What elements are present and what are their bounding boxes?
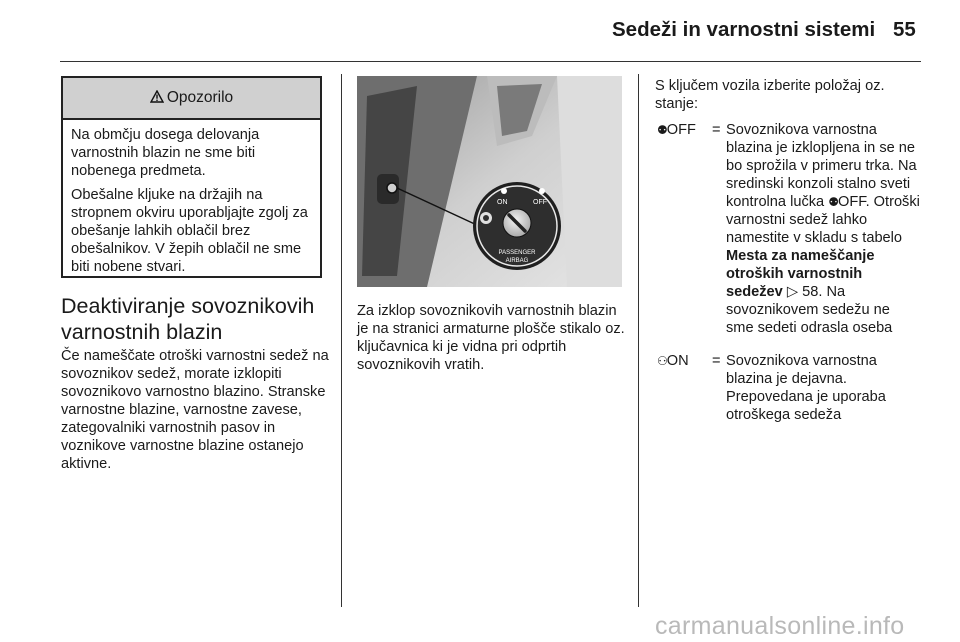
- page-ref-arrow-icon: ▷: [786, 284, 799, 300]
- page-reference: 58.: [802, 284, 823, 300]
- warning-paragraph-1: Na obmčju dosega delovanja varnostnih blazin ne sme biti nobenega predmeta.: [71, 127, 260, 179]
- definition-off-equals: =: [712, 122, 721, 138]
- header-rule: [60, 61, 921, 62]
- switch-label-airbag: AIRBAG: [505, 258, 529, 264]
- definition-on-equals: =: [712, 353, 721, 369]
- warning-triangle-icon: [150, 90, 164, 107]
- child-seat-off-inline-icon: ⚉: [828, 195, 838, 209]
- running-header-title: Sedeži in varnostni sistemi: [612, 18, 876, 41]
- switch-label-passenger: PASSENGER: [498, 250, 536, 256]
- definition-on: [655, 352, 925, 432]
- definition-off-description: Sovoznikova varnostna blazina je izklopljena in se ne bo sprožila v primeru trka. Na sredinski konzoli stalno sveti kontrolna lučka ⚉OFF. Otroški varnostni sedež lahko namestite v skladu s tabelo Mesta za nameščanje otroških varnostnih sedežev ▷ 58. Na sovoznikovem sedežu ne sme sedeti odrasla oseba: [726, 122, 920, 336]
- warning-box: [61, 76, 322, 278]
- switch-label-on: ON: [497, 199, 508, 206]
- section-body: Če nameščate otroški varnostni sedež na sovoznikov sedež, morate izklopiti sovoznikovo varnostno blazino. Stranske varnostne blazine, varnostne zavese, zategovalniki varnostnih pasov in voznikove varnostne blazine ostanejo aktivne.: [61, 348, 329, 472]
- definition-off-term: ⚉OFF: [657, 122, 696, 138]
- child-seat-on-icon: ⚇: [657, 354, 667, 368]
- figure-caption: Za izklop sovoznikovih varnostnih blazin je na stranici armaturne plošče stikalo oz. ključavnica ki je vidna pri odprtih sovoznikovih vratih.: [357, 303, 625, 373]
- table-reference: Mesta za nameščanje otroških varnostnih sedežev: [726, 248, 875, 300]
- child-seat-off-icon: ⚉: [657, 123, 667, 137]
- section-heading: Deaktiviranje sovoznikovih varnostnih blazin: [61, 294, 315, 344]
- column-divider-right: [638, 74, 639, 607]
- definition-on-description: Sovoznikova varnostna blazina je dejavna. Prepovedana je uporaba otroškega sedeža: [726, 353, 886, 423]
- page-number: 55: [893, 18, 916, 41]
- airbag-switch-figure: [357, 76, 622, 287]
- warning-paragraph-2: Obešalne kljuke na držajih na stropnem okviru uporabljajte zgolj za obešanje lahkih oblačil brez obešalnikov. V žepih oblačil ne sme biti nobene stvari.: [71, 187, 308, 275]
- column-divider-left: [341, 74, 342, 607]
- instruction-intro: S ključem vozila izberite položaj oz. stanje:: [655, 78, 885, 112]
- definition-off: [655, 121, 925, 351]
- switch-label-off: OFF: [533, 199, 547, 206]
- warning-header: [63, 78, 320, 120]
- watermark: carmanualsonline.info: [655, 612, 905, 640]
- warning-title: Opozorilo: [166, 89, 234, 106]
- definition-on-term: ⚇ON: [657, 353, 689, 369]
- warning-body: [63, 120, 320, 276]
- airbag-switch-illustration: [357, 76, 622, 287]
